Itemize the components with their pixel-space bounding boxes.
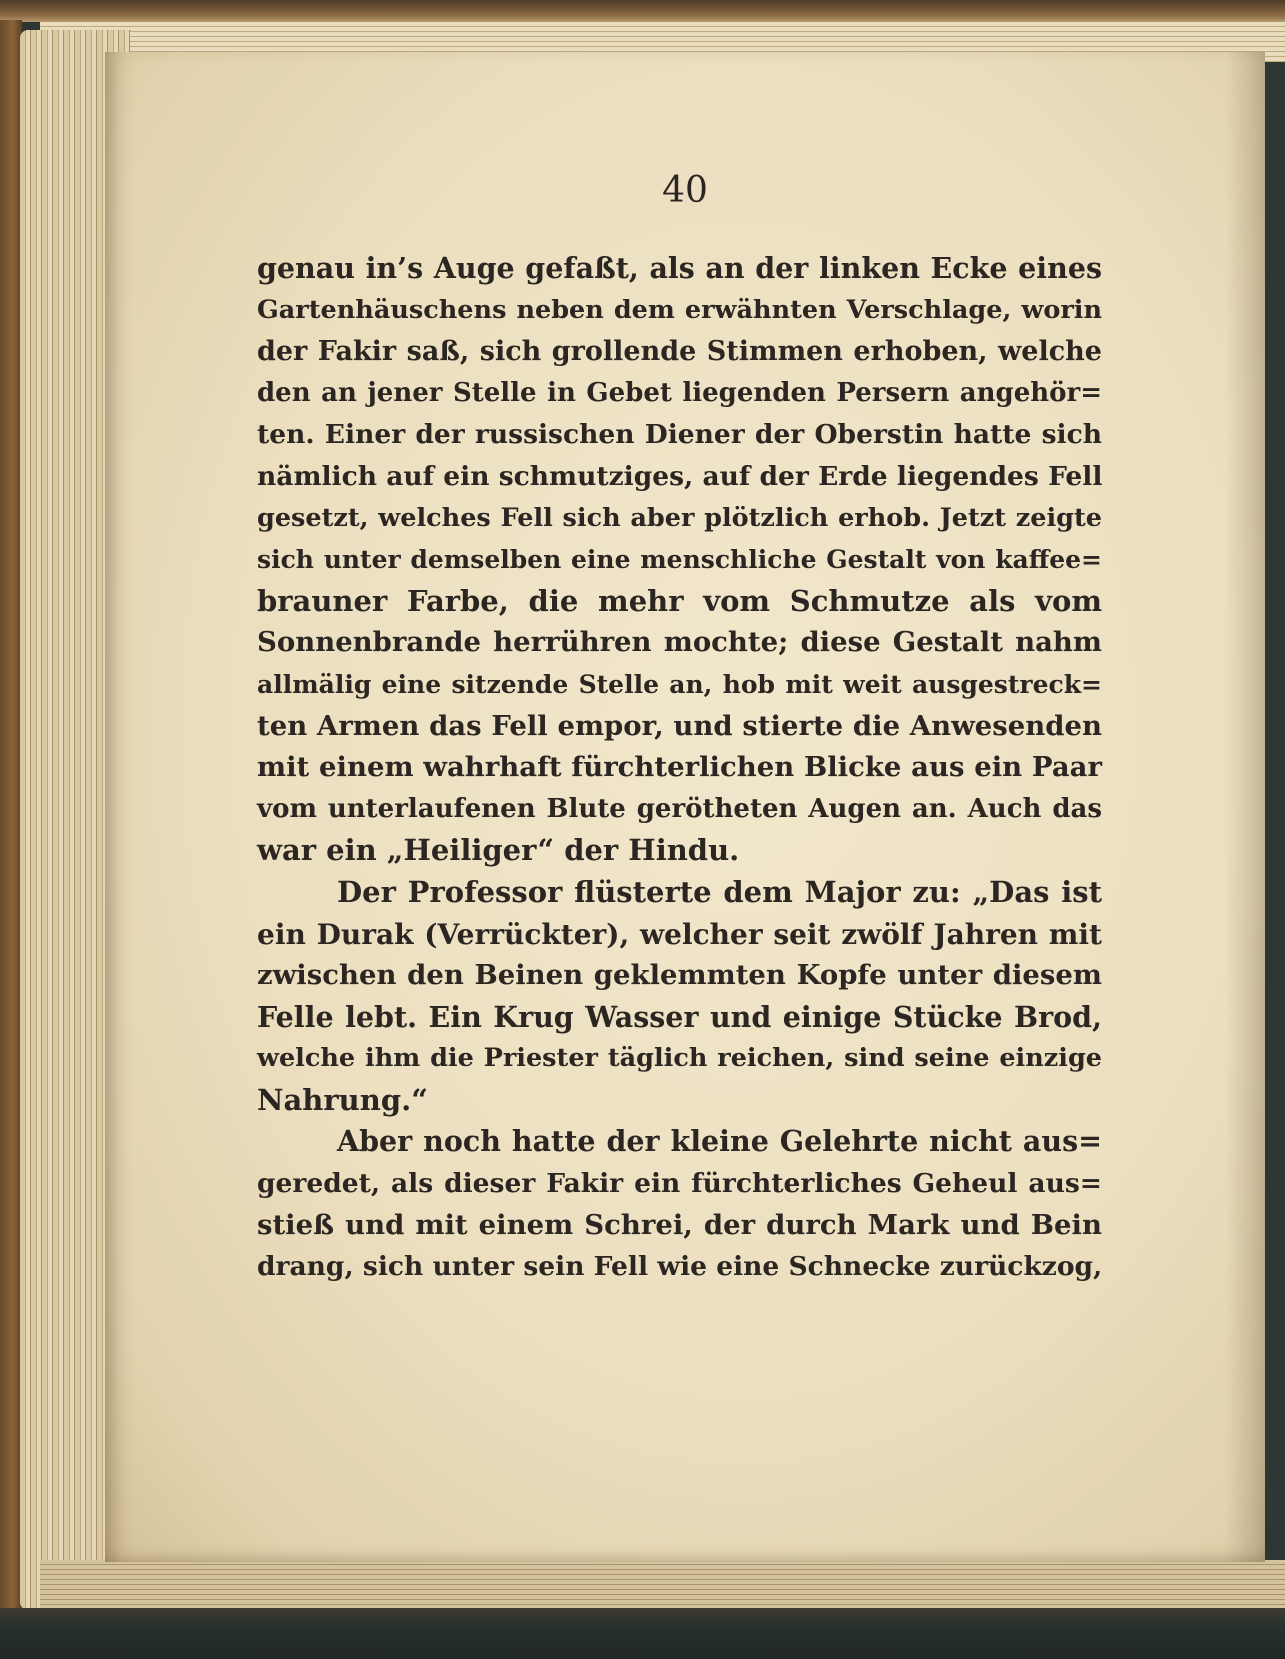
- cover-bottom-edge: [0, 1608, 1285, 1659]
- text-line: vom unterlaufenen Blute gerötheten Augen an. Auch das: [257, 793, 1102, 824]
- text-line: Nahrung.“: [257, 1082, 428, 1117]
- text-line: drang, sich unter sein Fell wie eine Schnecke zurückzog,: [257, 1251, 1103, 1283]
- text-line: ein Durak (Verrückter), welcher seit zwölf Jahren mit: [257, 917, 1102, 951]
- text-line: sich unter demselben eine menschliche Gestalt von kaffee=: [257, 545, 1102, 575]
- text-line: Der Professor flüsterte dem Major zu: „Das ist: [337, 874, 1102, 909]
- text-line: allmälig eine sitzende Stelle an, hob mit weit ausgestreck=: [257, 669, 1102, 699]
- page-stack-bottom: [40, 1560, 1285, 1610]
- cover-left-edge: [0, 20, 22, 1640]
- text-line: Felle lebt. Ein Krug Wasser und einige Stücke Brod,: [257, 999, 1102, 1034]
- gutter-shadow: [1225, 52, 1265, 1562]
- text-line: ten. Einer der russischen Diener der Oberstin hatte sich: [257, 419, 1102, 451]
- text-line: der Fakir saß, sich grollende Stimmen erhoben, welche: [257, 336, 1102, 368]
- text-line: zwischen den Beinen geklemmten Kopfe unter diesem: [257, 959, 1102, 992]
- text-line: geredet, als dieser Fakir ein fürchterliches Geheul aus=: [257, 1168, 1102, 1200]
- text-line: brauner Farbe, die mehr vom Schmutze als vom: [257, 583, 1102, 618]
- book-page: [105, 52, 1265, 1562]
- text-line: Sonnenbrande herrühren mochte; diese Gestalt nahm: [257, 626, 1102, 659]
- text-line: mit einem wahrhaft fürchterlichen Blicke aus ein Paar: [257, 751, 1102, 784]
- text-line: nämlich auf ein schmutziges, auf der Erde liegendes Fell: [257, 460, 1103, 492]
- text-line: gesetzt, welches Fell sich aber plötzlich erhob. Jetzt zeigte: [257, 502, 1102, 533]
- page-number: 40: [662, 170, 708, 211]
- text-line: Gartenhäuschens neben dem erwähnten Verschlage, worin: [257, 294, 1102, 325]
- text-line: ten Armen das Fell empor, und stierte die Anwesenden: [257, 709, 1102, 742]
- text-line: genau in’s Auge gefaßt, als an der linken Ecke eines: [257, 251, 1102, 285]
- cover-top-edge: [0, 0, 1285, 22]
- text-line: Aber noch hatte der kleine Gelehrte nicht aus=: [337, 1124, 1102, 1159]
- text-line: war ein „Heiliger“ der Hindu.: [257, 833, 740, 868]
- text-line: welche ihm die Priester täglich reichen, sind seine einzige: [257, 1043, 1102, 1074]
- body-text: [257, 248, 1102, 1288]
- text-line: den an jener Stelle in Gebet liegenden Persern angehör=: [257, 377, 1102, 408]
- text-line: stieß und mit einem Schrei, der durch Mark und Bein: [257, 1208, 1102, 1241]
